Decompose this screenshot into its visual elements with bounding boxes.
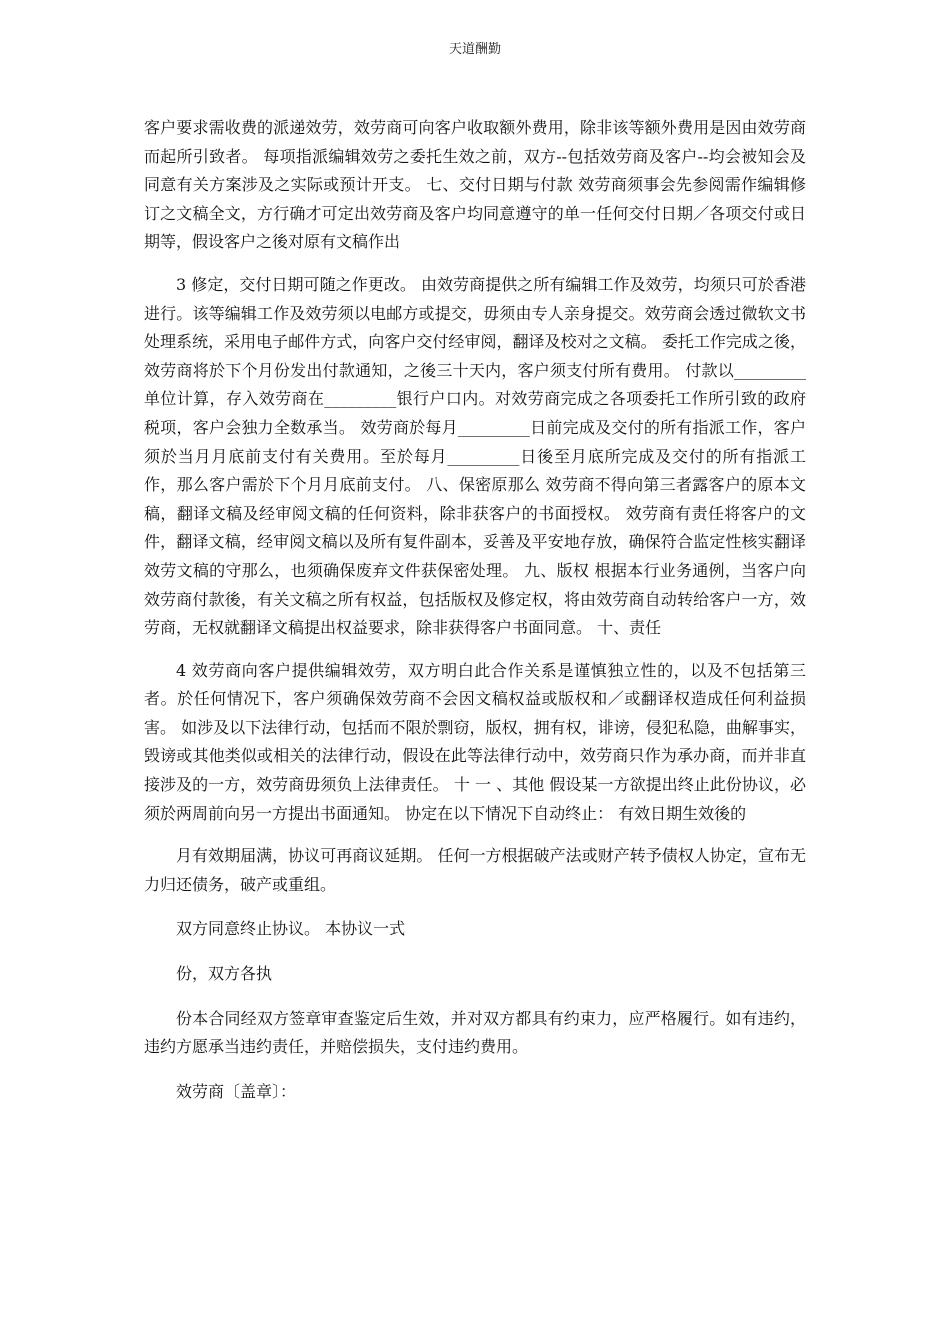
- paragraph: 份，双方各执: [176, 964, 273, 984]
- paragraph: 双方同意终止协议。 本协议一式: [176, 919, 406, 939]
- page-header: 天道酬勤: [448, 42, 501, 57]
- document-body: [144, 114, 806, 1106]
- paragraph: 份本合同经双方签章审查鉴定后生效，并对双方都具有约束力，应严格履行。如有违约，违约方愿承当违约责任，并赔偿损失，支付违约费用。: [144, 1008, 806, 1057]
- paragraph: 效劳商〔盖章〕：: [176, 1081, 297, 1101]
- paragraph: 4 效劳商向客户提供编辑效劳，双方明白此合作关系是谨慎独立性的，以及不包括第三者。於任何情况下，客户须确保效劳商不会因文稿权益或版权和／或翻译权造成任何利益损害。 如涉及以下法律行动，包括而不限於剽窃，版权，拥有权，诽谤，侵犯私隐，曲解事实，毁谤或其他类似或相关的法律行动，假设在此等法律行动中，效劳商只作为承办商，而并非直接涉及的一方，效劳商毋须负上法律责任。 十 一 、其他 假设某一方欲提出终止此份协议，必须於两周前向另一方提出书面通知。 协定在以下情况下自动终止： 有效日期生效後的: [144, 660, 806, 823]
- paragraph: 客户要求需收费的派递效劳，效劳商可向客户收取额外费用，除非该等额外费用是因由效劳商而起所引致者。 每项指派编辑效劳之委托生效之前，双方--包括效劳商及客户--均会被知会及同意有关方案涉及之实际或预计开支。 七、交付日期与付款 效劳商须事会先参阅需作编辑修订之文稿全文，方行确才可定出效劳商及客户均同意遵守的单一任何交付日期／各项交付或日期等，假设客户之後对原有文稿作出: [144, 118, 806, 252]
- paragraph: 3 修定，交付日期可随之作更改。 由效劳商提供之所有编辑工作及效劳，均须只可於香港进行。该等编辑工作及效劳须以电邮方或提交，毋须由专人亲身提交。效劳商会透过微软文书处理系统，采用电子邮件方式，向客户交付经审阅，翻译及校对之文稿。 委托工作完成之後，效劳商将於下个月份发出付款通知，之後三十天内，客户须支付所有费用。 付款以_________单位计算，存入效劳商在_________银行户口内。对效劳商完成之各项委托工作所引致的政府税项，客户会独力全数承当。 效劳商於每月_________日前完成及交付的所有指派工作，客户须於当月月底前支付有关费用。至於每月_________日後至月底所完成及交付的所有指派工作，那么客户需於下个月月底前支付。 八、保密原那么 效劳商不得向第三者露客户的原本文稿，翻译文稿及经审阅文稿的任何资料，除非获客户的书面授权。 效劳商有责任将客户的文件，翻译文稿，经审阅文稿以及所有复件副本，妥善及平安地存放，确保符合监定性核实翻译效劳文稿的守那么，也须确保废弃文件获保密处理。 九、版权 根据本行业务通例，当客户向效劳商付款後，有关文稿之所有权益，包括版权及修定权，将由效劳商自动转给客户一方，效劳商，无权就翻译文稿提出权益要求，除非获得客户书面同意。 十、责任: [144, 274, 806, 638]
- paragraph: 月有效期届满，协议可再商议延期。 任何一方根据破产法或财产转予债权人协定，宣布无力归还债务，破产或重组。: [144, 846, 806, 894]
